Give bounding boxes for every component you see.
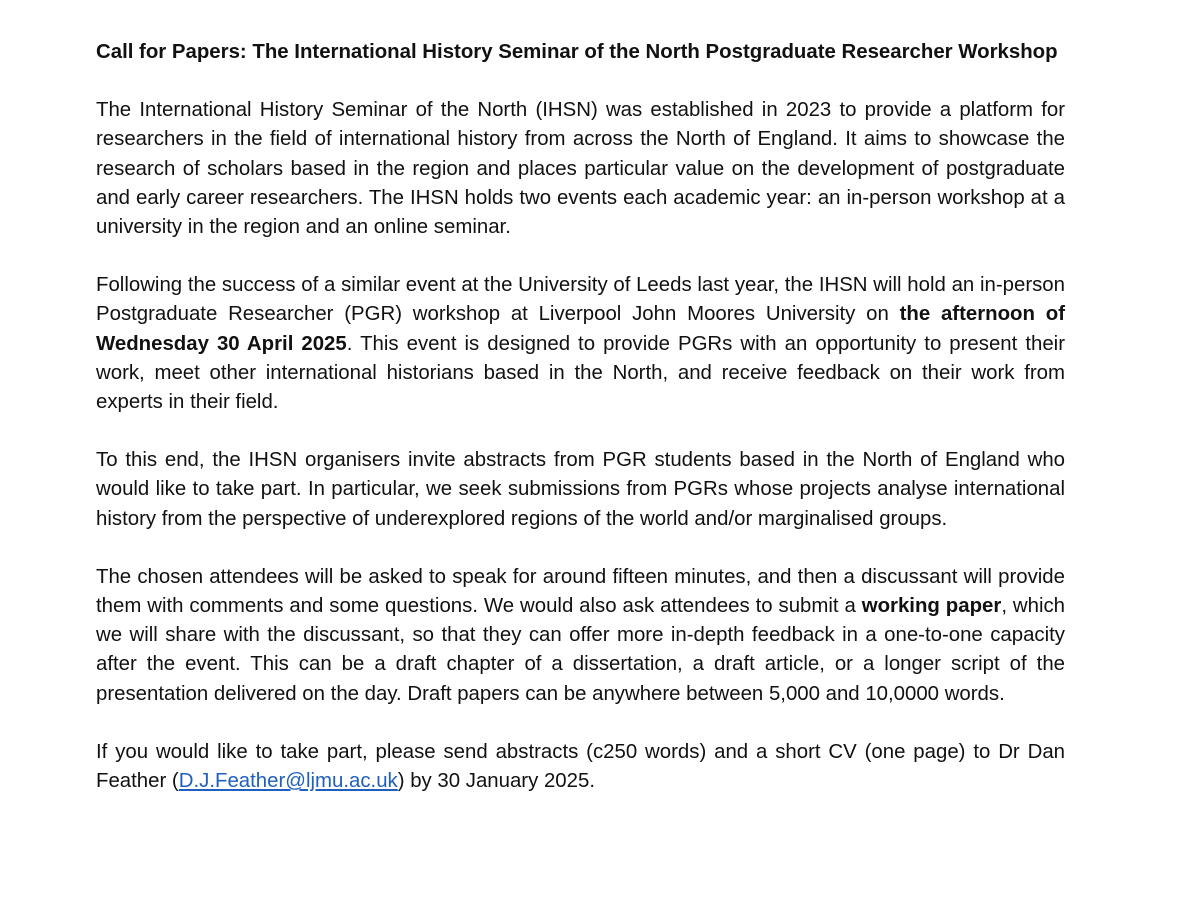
paragraph-format-text-after: , which we will share with the discussant, so that they can offer more in-depth feedback in a one-to-one capacity after the event. This can be a draft chapter of a dissertation, a draft article, or a longer script of the presentation delivered on the day. Draft papers can be anywhere between 5,000 and 10,0000 words. [96,595,1066,705]
paragraph-submission-text-after: ) by 30 January 2025. [397,770,595,793]
paragraph-submission [96,738,1065,796]
paragraph-format [96,563,1065,709]
paragraph-intro: The International History Seminar of the North (IHSN) was established in 2023 to provide a platform for researchers in the field of international history from across the North of England. It aims to showcase the research of scholars based in the region and places particular value on the development of postgraduate and early career researchers. The IHSN holds two events each academic year: an in-person workshop at a university in the region and an online seminar. [96,99,1065,239]
paragraph-invitation: To this end, the IHSN organisers invite abstracts from PGR students based in the North of England who would like to take part. In particular, we seek submissions from PGRs whose projects analyse international history from the perspective of underexplored regions of the world and/or marginalised groups. [96,449,1065,530]
working-paper-bold: working paper [861,595,1002,618]
contact-email-link[interactable]: D.J.Feather@ljmu.ac.uk [178,770,398,793]
document-title: Call for Papers: The International History Seminar of the North Postgraduate Researcher Workshop [96,41,1058,63]
document-page [96,38,1065,796]
paragraph-workshop-details [96,271,1065,417]
paragraph-workshop-text-after: . This event is designed to provide PGRs with an opportunity to present their work, meet other international historians based in the North, and receive feedback on their work from experts in their field. [96,332,1066,414]
paragraph-submission-text-before: If you would like to take part, please send abstracts (c250 words) and a short CV (one page) to Dr Dan Feather ( [96,740,1065,793]
event-date-bold: the afternoon of Wednesday 30 April 2025 [96,303,1065,355]
paragraph-workshop-text-before: Following the success of a similar event at the University of Leeds last year, the IHSN will hold an in-person Postgraduate Researcher (PGR) workshop at Liverpool John Moores University on [96,274,1065,326]
paragraph-format-text-before: The chosen attendees will be asked to speak for around fifteen minutes, and then a discussant will provide them with comments and some questions. We would also ask attendees to submit a [96,565,1065,618]
